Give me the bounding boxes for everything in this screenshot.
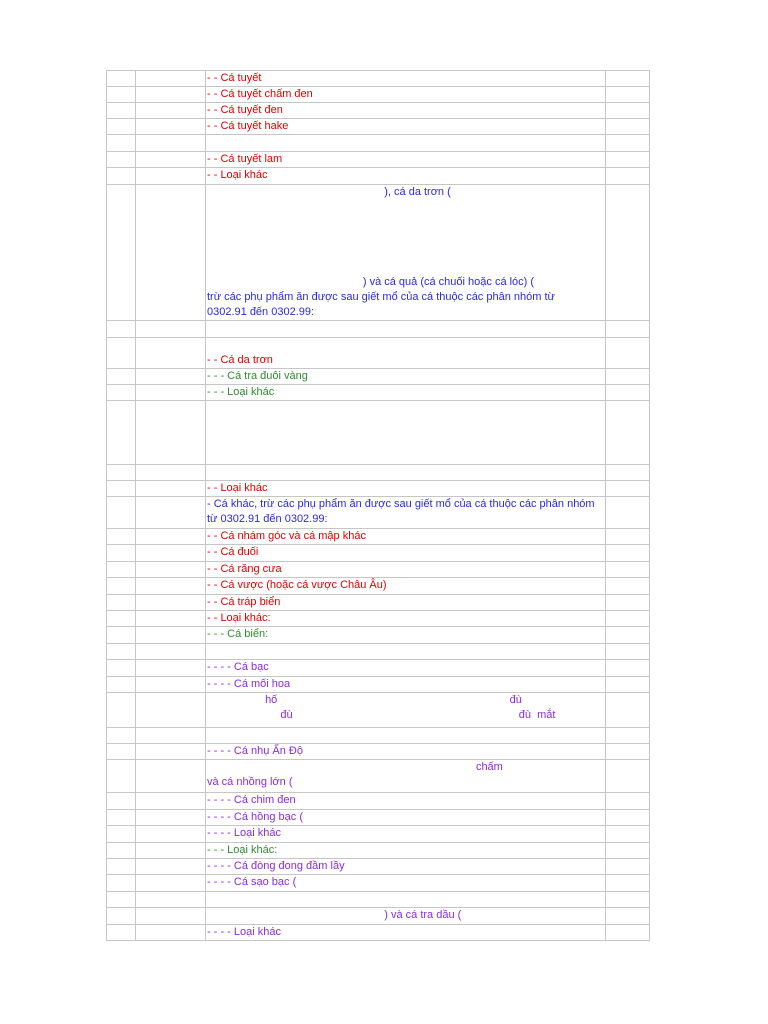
description-line: - - Loại khác (207, 482, 268, 494)
cell-rate (606, 185, 650, 321)
cell-description (206, 627, 606, 644)
cell-code (136, 644, 206, 660)
cell-index (107, 859, 136, 875)
cell-rate (606, 793, 650, 810)
cell-index (107, 810, 136, 826)
cell-index (107, 545, 136, 562)
cell-index (107, 908, 136, 925)
table-row (107, 401, 650, 465)
cell-code (136, 810, 206, 826)
table-row (107, 87, 650, 103)
cell-rate (606, 925, 650, 941)
description-line: - - - - Loại khác (207, 827, 281, 839)
description-line (207, 644, 604, 659)
cell-description (206, 843, 606, 859)
cell-index (107, 562, 136, 578)
table-row (107, 369, 650, 385)
description-line (207, 260, 604, 275)
cell-code (136, 103, 206, 119)
description-line: - - - Cá tra đuôi vàng (207, 370, 308, 382)
cell-code (136, 497, 206, 529)
description-line: - - Cá tuyết chấm đen (207, 88, 313, 100)
table-row (107, 793, 650, 810)
tariff-table (106, 70, 650, 941)
cell-index (107, 321, 136, 338)
table-row (107, 465, 650, 481)
cell-code (136, 744, 206, 760)
cell-index (107, 168, 136, 185)
cell-rate (606, 529, 650, 545)
description-line: - - Cá da trơn (207, 354, 273, 366)
table-row (107, 908, 650, 925)
table-row (107, 578, 650, 595)
cell-description (206, 119, 606, 135)
cell-code (136, 677, 206, 693)
cell-code (136, 908, 206, 925)
description-line: - - Cá tráp biển (207, 596, 281, 608)
description-line: - - - - Cá chim đen (207, 794, 296, 806)
table-row (107, 627, 650, 644)
description-line: - - Loại khác (207, 169, 268, 181)
description-line (207, 728, 604, 743)
cell-description (206, 760, 606, 793)
cell-rate (606, 321, 650, 338)
cell-description (206, 562, 606, 578)
cell-code (136, 385, 206, 401)
cell-description (206, 728, 606, 744)
table-row (107, 611, 650, 627)
table-row (107, 321, 650, 338)
table-row (107, 152, 650, 168)
cell-rate (606, 728, 650, 744)
cell-index (107, 103, 136, 119)
table-row (107, 859, 650, 875)
cell-rate (606, 595, 650, 611)
cell-description (206, 892, 606, 908)
cell-rate (606, 401, 650, 465)
cell-description (206, 859, 606, 875)
cell-description (206, 677, 606, 693)
cell-code (136, 627, 206, 644)
cell-rate (606, 611, 650, 627)
table-row (107, 103, 650, 119)
cell-rate (606, 369, 650, 385)
cell-rate (606, 627, 650, 644)
cell-description (206, 545, 606, 562)
cell-rate (606, 760, 650, 793)
cell-rate (606, 497, 650, 529)
cell-index (107, 693, 136, 728)
table-row (107, 892, 650, 908)
description-line: đù đù mắt (207, 709, 556, 721)
table-row (107, 168, 650, 185)
table-row (107, 545, 650, 562)
description-line: - - Cá tuyết hake (207, 120, 289, 132)
cell-rate (606, 338, 650, 369)
description-line: trừ các phụ phẩm ăn được sau giết mổ của cá thuộc các phân nhóm từ (207, 291, 555, 303)
description-line: 0302.91 đến 0302.99: (207, 306, 315, 318)
cell-index (107, 611, 136, 627)
cell-code (136, 465, 206, 481)
description-line: - - - - Loại khác (207, 926, 281, 938)
description-line: hố đù (207, 694, 522, 706)
description-line: ) và cá tra dầu ( (207, 909, 462, 921)
cell-description (206, 71, 606, 87)
description-line: - - Cá đuối (207, 546, 259, 558)
description-line: - Cá khác, trừ các phụ phẩm ăn được sau giết mổ của cá thuộc các phân nhóm từ 0302.91 đến 0302.99: (207, 498, 595, 525)
cell-rate (606, 660, 650, 677)
cell-description (206, 744, 606, 760)
table-row (107, 925, 650, 941)
cell-index (107, 369, 136, 385)
cell-index (107, 152, 136, 168)
description-line: - - Cá tuyết (207, 72, 262, 84)
description-line: - - Cá răng cưa (207, 563, 282, 575)
description-line: - - - - Cá đòng đong đầm lầy (207, 860, 345, 872)
description-line (207, 230, 604, 245)
cell-code (136, 843, 206, 859)
table-row (107, 595, 650, 611)
cell-rate (606, 578, 650, 595)
table-row (107, 744, 650, 760)
cell-rate (606, 465, 650, 481)
cell-code (136, 87, 206, 103)
cell-code (136, 338, 206, 369)
description-line (207, 465, 604, 480)
cell-description (206, 401, 606, 465)
cell-rate (606, 119, 650, 135)
cell-index (107, 826, 136, 843)
cell-index (107, 843, 136, 859)
cell-code (136, 321, 206, 338)
cell-index (107, 71, 136, 87)
cell-description (206, 693, 606, 728)
cell-index (107, 497, 136, 529)
cell-code (136, 401, 206, 465)
description-line: - - - - Cá sạo bạc ( (207, 876, 297, 888)
table-row (107, 677, 650, 693)
cell-description (206, 875, 606, 892)
cell-rate (606, 677, 650, 693)
description-line (207, 321, 604, 336)
cell-index (107, 793, 136, 810)
description-line: và cá nhồng lớn ( (207, 776, 293, 788)
description-line: ), cá da trơn ( (207, 186, 451, 198)
cell-rate (606, 168, 650, 185)
cell-description (206, 385, 606, 401)
cell-index (107, 87, 136, 103)
cell-code (136, 529, 206, 545)
cell-index (107, 875, 136, 892)
description-line: - - Cá tuyết lam (207, 153, 283, 165)
cell-code (136, 875, 206, 892)
cell-description (206, 185, 606, 321)
cell-index (107, 660, 136, 677)
cell-code (136, 135, 206, 152)
cell-index (107, 728, 136, 744)
description-line: - - Cá nhám góc và cá mập khác (207, 530, 366, 542)
table-row (107, 385, 650, 401)
cell-rate (606, 385, 650, 401)
table-row (107, 644, 650, 660)
cell-code (136, 859, 206, 875)
description-line (207, 135, 604, 150)
description-line: - - - Loại khác: (207, 844, 278, 856)
cell-code (136, 611, 206, 627)
cell-code (136, 481, 206, 497)
cell-code (136, 152, 206, 168)
cell-index (107, 677, 136, 693)
cell-description (206, 660, 606, 677)
description-line: - - - - Cá hồng bạc ( (207, 811, 303, 823)
cell-code (136, 562, 206, 578)
cell-code (136, 693, 206, 728)
cell-rate (606, 875, 650, 892)
cell-code (136, 119, 206, 135)
cell-description (206, 338, 606, 369)
cell-index (107, 760, 136, 793)
cell-index (107, 744, 136, 760)
cell-rate (606, 152, 650, 168)
cell-description (206, 925, 606, 941)
cell-index (107, 135, 136, 152)
table-row (107, 338, 650, 369)
table-row (107, 481, 650, 497)
description-line: - - - - Cá mối hoa (207, 678, 291, 690)
cell-description (206, 826, 606, 843)
description-line: - - - - Cá nhụ Ấn Độ (207, 745, 303, 757)
cell-code (136, 595, 206, 611)
cell-code (136, 185, 206, 321)
cell-description (206, 793, 606, 810)
cell-description (206, 578, 606, 595)
cell-rate (606, 908, 650, 925)
description-line (207, 401, 604, 416)
cell-description (206, 369, 606, 385)
table-row (107, 760, 650, 793)
table-row (107, 497, 650, 529)
cell-rate (606, 859, 650, 875)
cell-description (206, 644, 606, 660)
cell-index (107, 578, 136, 595)
table-row (107, 119, 650, 135)
cell-code (136, 660, 206, 677)
cell-description (206, 595, 606, 611)
description-line (207, 245, 604, 260)
cell-description (206, 497, 606, 529)
cell-description (206, 152, 606, 168)
cell-index (107, 185, 136, 321)
table-row (107, 660, 650, 677)
cell-description (206, 135, 606, 152)
cell-code (136, 168, 206, 185)
description-line: ) và cá quả (cá chuối hoặc cá lóc) ( (207, 276, 535, 288)
cell-description (206, 481, 606, 497)
cell-rate (606, 810, 650, 826)
cell-rate (606, 87, 650, 103)
table-row (107, 728, 650, 744)
description-line (207, 338, 604, 353)
cell-rate (606, 71, 650, 87)
description-line (207, 892, 604, 907)
table-row (107, 693, 650, 728)
cell-index (107, 529, 136, 545)
cell-code (136, 826, 206, 843)
description-line (207, 215, 604, 230)
description-line: - - Loại khác: (207, 612, 271, 624)
table-row (107, 810, 650, 826)
cell-code (136, 728, 206, 744)
cell-index (107, 465, 136, 481)
cell-code (136, 793, 206, 810)
description-line: - - - Loại khác (207, 386, 275, 398)
tariff-table-body (107, 71, 650, 941)
cell-rate (606, 545, 650, 562)
table-row (107, 875, 650, 892)
cell-code (136, 760, 206, 793)
cell-description (206, 87, 606, 103)
cell-index (107, 892, 136, 908)
cell-rate (606, 826, 650, 843)
cell-index (107, 644, 136, 660)
cell-description (206, 168, 606, 185)
table-row (107, 826, 650, 843)
cell-index (107, 627, 136, 644)
cell-code (136, 578, 206, 595)
table-row (107, 71, 650, 87)
cell-description (206, 103, 606, 119)
cell-description (206, 321, 606, 338)
cell-code (136, 925, 206, 941)
table-row (107, 185, 650, 321)
cell-rate (606, 644, 650, 660)
cell-rate (606, 135, 650, 152)
description-line (207, 200, 604, 215)
cell-index (107, 119, 136, 135)
cell-description (206, 810, 606, 826)
cell-code (136, 369, 206, 385)
table-row (107, 135, 650, 152)
cell-rate (606, 693, 650, 728)
cell-index (107, 481, 136, 497)
table-row (107, 562, 650, 578)
cell-description (206, 529, 606, 545)
cell-index (107, 401, 136, 465)
table-row (107, 529, 650, 545)
table-row (107, 843, 650, 859)
cell-rate (606, 481, 650, 497)
cell-description (206, 908, 606, 925)
cell-rate (606, 843, 650, 859)
cell-code (136, 71, 206, 87)
description-line: - - - Cá biển: (207, 628, 269, 640)
cell-rate (606, 103, 650, 119)
description-line: - - Cá tuyết đen (207, 104, 283, 116)
cell-code (136, 892, 206, 908)
cell-rate (606, 562, 650, 578)
cell-description (206, 465, 606, 481)
cell-index (107, 385, 136, 401)
cell-rate (606, 892, 650, 908)
description-line: - - Cá vược (hoặc cá vược Châu Âu) (207, 579, 387, 591)
cell-index (107, 338, 136, 369)
description-line: chấm (207, 761, 503, 773)
cell-rate (606, 744, 650, 760)
cell-description (206, 611, 606, 627)
cell-code (136, 545, 206, 562)
cell-index (107, 925, 136, 941)
cell-index (107, 595, 136, 611)
description-line: - - - - Cá bạc (207, 661, 269, 673)
